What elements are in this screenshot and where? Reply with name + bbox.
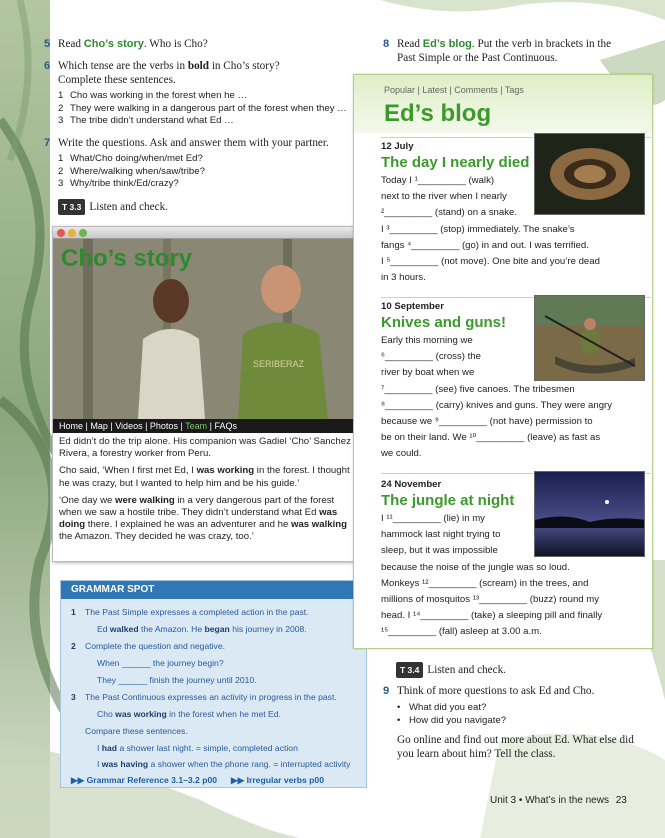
list-item: 2 Where/walking when/saw/tribe? (58, 165, 205, 177)
question-6: 6 Which tense are the verbs in bold in Cho’s story? Complete these sentences. 1 Cho was working in the forest when he … 2 They were walking in a dangerous part of the forest when they … 3 The tribe didn’t understand what Ed … (44, 59, 354, 128)
blog-entry-12-july: 12 July The day I nearly died Today I ¹_________ (walk) next to the river when I nearly ²_________ (stand) on a snake. I ³_________ (stop) immediately. The snake’s fangs ⁴_________ (go) in and out. I was terrified. I ⁵_________ (not move). One bite and you’re dead in 3 hours. (381, 141, 600, 284)
svg-text:SERIBERAZ: SERIBERAZ (253, 359, 305, 369)
list-item: 2 They were walking in a dangerous part of the forest when they … (58, 102, 347, 114)
double-arrow-icon: ▶▶ (71, 775, 87, 785)
story-body (53, 433, 358, 552)
snake-photo (534, 133, 645, 215)
nav-home[interactable]: Home (59, 421, 84, 431)
list-item: 3 Why/tribe think/Ed/crazy? (58, 178, 179, 189)
track-tag: T 3.4 (396, 662, 423, 678)
nav-team[interactable]: Team (185, 421, 208, 431)
window-titlebar (53, 227, 358, 239)
irregular-verbs-link[interactable]: ▶▶ Irregular verbs p00 (231, 775, 324, 785)
close-icon[interactable] (57, 229, 65, 237)
question-5: 5 Read Cho’s story. Who is Cho? (44, 38, 208, 50)
blog-links[interactable]: Popular | Latest | Comments | Tags (384, 85, 524, 95)
eds-blog-panel (353, 74, 653, 649)
list-item: • How did you navigate? (397, 714, 507, 726)
blog-entry-24-november: 24 November The jungle at night I ¹¹_________ (lie) in my hammock last night trying to sleep, but it was impossible because the noise of the jungle was so loud. Monkeys ¹²_________ (scream) in the trees, and millions of mosquitos ¹³_________ (buzz) round my head. I ¹⁴_________ (take) a sleeping pill and finally ¹⁵_________ (fall) asleep at 3.00 a.m. (381, 479, 603, 638)
audio-track-3-3[interactable]: T 3.3 Listen and check. (58, 199, 168, 215)
question-number: 5 (44, 38, 51, 50)
page-footer: Unit 3 • What’s in the news 23 (490, 795, 627, 806)
double-arrow-icon: ▶▶ (231, 775, 247, 785)
list-item: 1 Cho was working in the forest when he … (58, 90, 248, 101)
cho-and-ed-photo (53, 239, 358, 419)
jungle-night-photo (534, 471, 645, 557)
maximize-icon[interactable] (79, 229, 87, 237)
nav-map[interactable]: Map (90, 421, 108, 431)
story-title: Cho’s story (61, 245, 193, 272)
list-item: 1 What/Cho doing/when/met Ed? (58, 153, 203, 164)
nav-photos[interactable]: Photos (149, 421, 178, 431)
grammar-spot-box: GRAMMAR SPOT 1 The Past Simple expresses a completed action in the past. Ed walked the Amazon. He began his journey in 2008. 2 Complete the question and negative. When ______ the journey begin? They ______ finish the journey until 2010. 3 The Past Continuous expresses an activity in progress in the past. Cho was working in the forest when he met Ed. Compare these sentences. I had a shower last night. = simple, completed action I was having a shower when the phone rang. = interrupted activity ▶▶ Grammar Reference 3.1–3.2 p00 ▶▶ Irregular verbs p00 (60, 580, 367, 788)
list-item: • What did you eat? (397, 702, 487, 713)
blog-title: Ed’s blog (384, 100, 492, 127)
grammar-reference-link[interactable]: ▶▶ Grammar Reference 3.1–3.2 p00 (71, 775, 218, 785)
track-tag: T 3.3 (58, 199, 85, 215)
nav-faqs[interactable]: FAQs (214, 421, 238, 431)
audio-track-3-4[interactable]: T 3.4 Listen and check. (396, 662, 506, 678)
chos-story-window (52, 226, 359, 562)
minimize-icon[interactable] (68, 229, 76, 237)
grammar-spot-title: GRAMMAR SPOT (61, 581, 366, 599)
story-nav-bar: Home | Map | Videos | Photos | Team | FAQs (53, 419, 358, 433)
nav-videos[interactable]: Videos (115, 421, 143, 431)
question-8: 8 Read Ed’s blog. Put the verb in brackets in the Past Simple or the Past Continuous. (383, 38, 612, 64)
blog-entry-10-september: 10 September Knives and guns! Early this morning we ⁶_________ (cross) the river by boat when we ⁷_________ (see) five canoes. The tribesmen ⁸_________ (carry) knives and guns. They were angry because we ⁹_________ (not have) permission to be on their land. We ¹⁰_________ (leave) as fast as we could. (381, 301, 613, 460)
story-paragraph: ‘One day we were walking in a very dangerous part of the forest when we saw a hostile tribe. They didn’t understand what Ed was doing there. I explained he was an adventurer and he was walking the Amazon. They decided he was crazy, too.’ (59, 494, 347, 543)
story-paragraph: Ed didn’t do the trip alone. His companion was Gadiel ‘Cho’ Sanchez Rivera, a forestry worker from Peru. (59, 436, 351, 460)
canoe-photo (534, 295, 645, 381)
question-7: 7 Write the questions. Ask and answer them with your partner. 1 What/Cho doing/when/met Ed? 2 Where/walking when/saw/tribe? 3 Why/tribe think/Ed/crazy? (44, 136, 354, 191)
question-9: 9 Think of more questions to ask Ed and Cho. • What did you eat? • How did you navigate? Go online and find out more about Ed. What else did you learn about him? Tell the class. (383, 684, 648, 761)
list-item: 3 The tribe didn’t understand what Ed … (58, 115, 234, 126)
story-paragraph: Cho said, ‘When I first met Ed, I was working in the forest. I thought he was crazy, but I wanted to help him and be his guide.’ (59, 465, 350, 489)
